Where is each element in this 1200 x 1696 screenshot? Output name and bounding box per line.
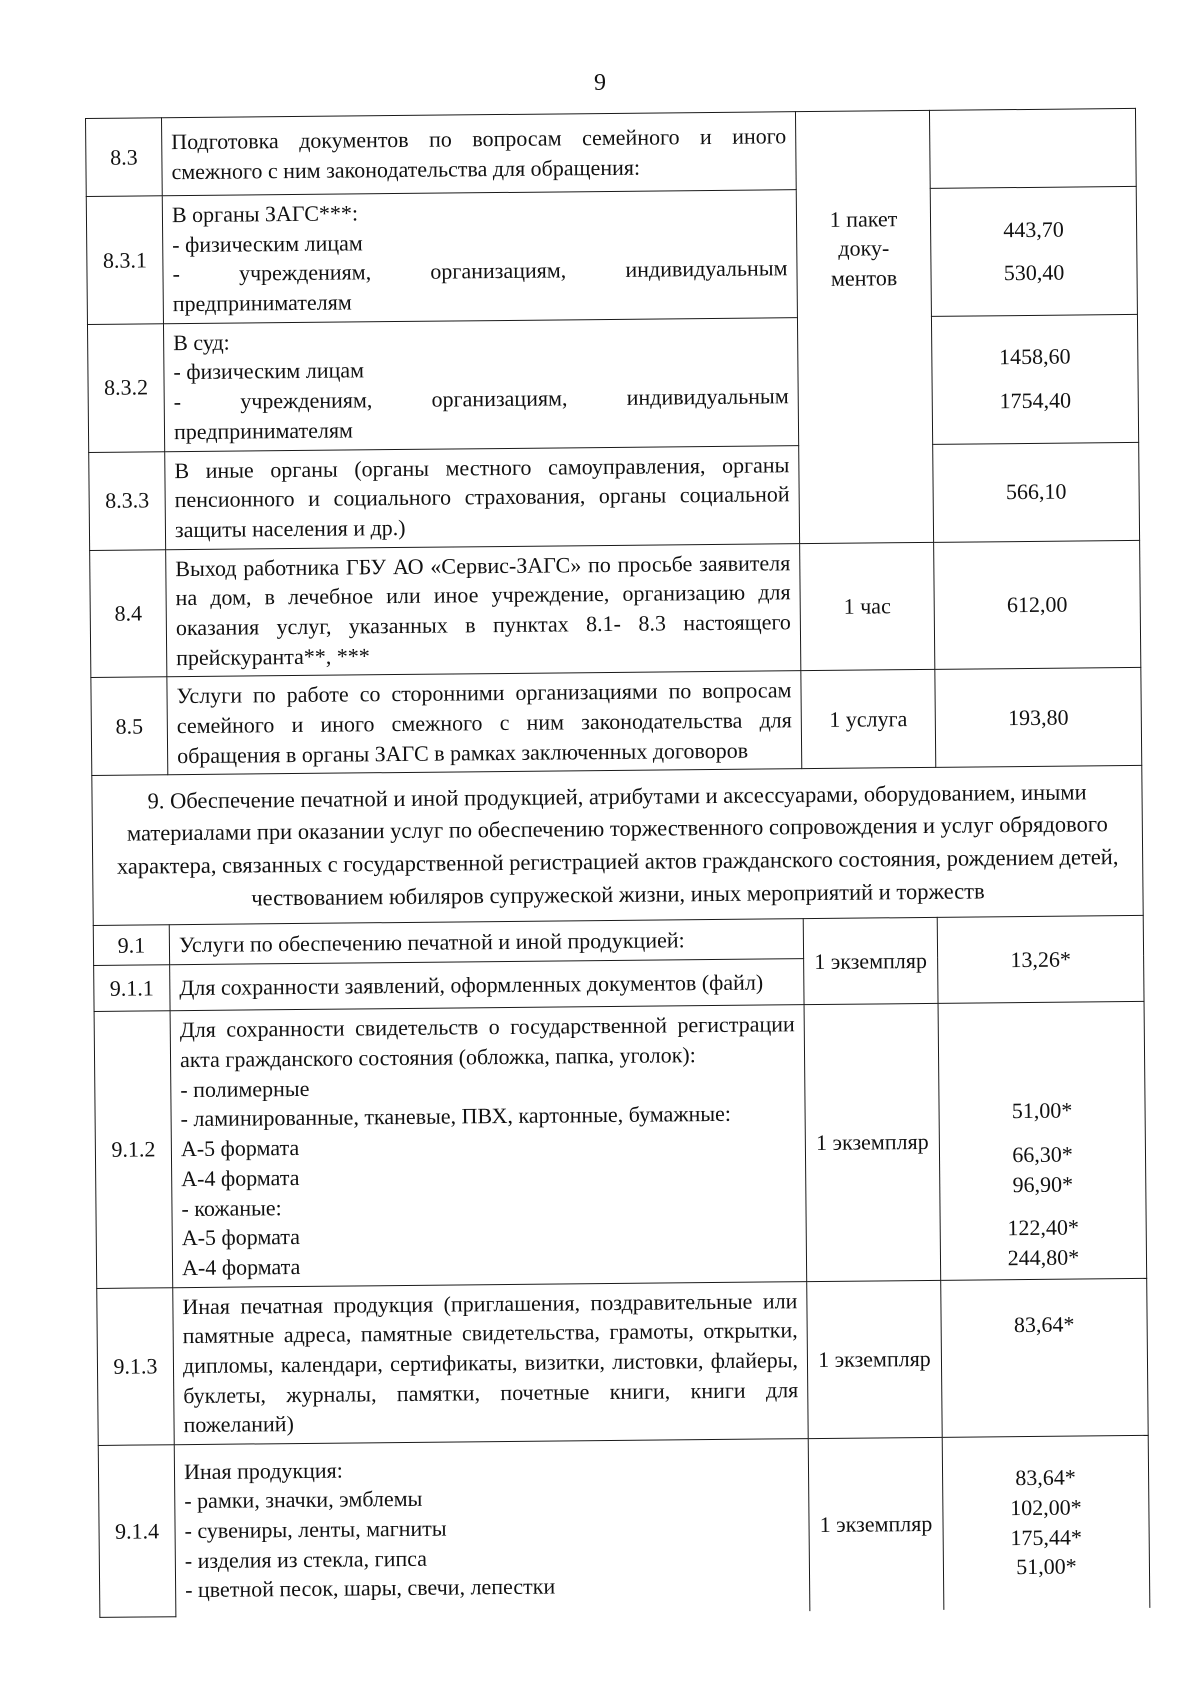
price-cell <box>942 1435 1150 1609</box>
row-item: - ламинированные, тканевые, ПВХ, картонные, бумажные: <box>180 1101 732 1132</box>
row-code: 8.3.3 <box>89 451 166 550</box>
price-cell: 13,26* <box>937 916 1144 1004</box>
row-item: А-5 формата <box>181 1224 301 1251</box>
row-item: - физическим лицам <box>172 230 363 257</box>
price-value: 66,30* <box>1012 1141 1073 1167</box>
row-description: Для сохранности заявлений, оформленных документов (файл) <box>170 959 804 1011</box>
price-value: 122,40* <box>1007 1214 1080 1241</box>
row-item: А-5 формата <box>180 1135 300 1162</box>
price-value: 51,00* <box>1016 1553 1077 1580</box>
unit-cell: 1 услуга <box>801 670 936 769</box>
row-code: 9.1 <box>93 925 169 966</box>
row-description: Услуги по работе со сторонними организациями по вопросам семейного и иного смежного с ним законодательства для обращения в органы ЗАГС в рамках заключенных договоров <box>167 671 802 775</box>
row-item: А-4 формата <box>181 1164 300 1191</box>
row-description <box>162 190 797 324</box>
unit-cell: 1 экземпляр <box>804 1004 941 1281</box>
row-description <box>170 1005 807 1287</box>
row-description: Иная печатная продукция (приглашения, поздравительные или памятные адреса, памятные свидетельства, грамоты, открытки, дипломы, календари, сертификаты, визитки, листовки, флайеры, буклеты, журналы, памятки, почетные книги, книги для пожеланий) <box>173 1281 808 1445</box>
table-row-9-1-3 <box>97 1278 1148 1446</box>
row-item: - рамки, значки, эмблемы <box>184 1486 423 1514</box>
unit-cell: 1 час <box>800 542 935 671</box>
row-description: Подготовка документов по вопросам семейного и иного смежного с ним законодательства для обращения: <box>162 112 797 196</box>
row-item: - кожаные: <box>181 1194 282 1221</box>
row-item: - изделия из стекла, гипса <box>184 1545 428 1573</box>
table-row-8-3-2 <box>87 314 1138 452</box>
row-item: - учреждениям, организациям, индивидуальным предпринимателям <box>173 383 789 444</box>
row-description: Услуги по обеспечению печатной и иной продукцией: <box>169 919 803 965</box>
price-value: 83,64* <box>1015 1464 1076 1491</box>
table-row-8-4 <box>90 540 1141 678</box>
price-value: 175,44* <box>1010 1524 1083 1550</box>
row-description <box>174 1439 810 1617</box>
table-row-8-3 <box>86 108 1137 196</box>
price-value: 244,80* <box>1007 1244 1080 1271</box>
row-title: Иная продукция: <box>183 1457 343 1484</box>
table-row-8-3-3 <box>89 442 1140 550</box>
unit-cell: 1 экземпляр <box>803 918 938 1005</box>
price-cell <box>938 1002 1147 1280</box>
table-row-8-3-1 <box>86 186 1137 324</box>
price-cell-empty <box>929 108 1136 188</box>
page-number: 9 <box>594 70 606 96</box>
price-cell: 83,64* <box>941 1278 1149 1437</box>
row-item: - сувениры, ленты, магниты <box>184 1515 447 1544</box>
row-code: 9.1.4 <box>98 1445 176 1618</box>
row-code: 8.5 <box>91 677 168 776</box>
table-row-9-1-2 <box>94 1002 1147 1288</box>
unit-cell: 1 экземпляр <box>808 1437 944 1610</box>
row-code: 8.4 <box>90 549 167 677</box>
row-title: Для сохранности свидетельств о государственной регистрации акта гражданского состояния (обложка, папка, уголок): <box>179 1011 795 1073</box>
price-value: 96,90* <box>1012 1171 1074 1197</box>
price-cell <box>931 314 1138 444</box>
price-cell <box>930 186 1137 316</box>
row-description: Выход работника ГБУ АО «Сервис-ЗАГС» по просьбе заявителя на дом, в лечебное или иное учреждение, организацию для оказания услуг, указанных в пунктах 8.1- 8.3 настоящего прейскуранта**, *** <box>166 543 801 677</box>
price-cell: 566,10 <box>933 442 1140 542</box>
price-value: 443,70 <box>1003 216 1064 242</box>
price-cell: 193,80 <box>935 668 1142 768</box>
price-table <box>85 108 1150 1618</box>
section-heading-9: 9. Обеспечение печатной и иной продукцией, атрибутами и аксессуарами, оборудованием, иными материалами при оказании услуг по обеспечению торжественного сопровождения и услуг обрядового характера, связанных с государственной регистрацией актов гражданского состояния, рождением детей, чествованием юбиляров супружеской жизни, иных мероприятий и торжеств <box>92 766 1143 926</box>
row-item: - цветной песок, шары, свечи, лепестки <box>185 1573 556 1603</box>
row-item: А-4 формата <box>181 1253 301 1280</box>
row-code: 8.3 <box>86 118 163 197</box>
row-title: В органы ЗАГС***: <box>171 200 359 228</box>
price-value: 1754,40 <box>999 387 1072 414</box>
row-description: В иные органы (органы местного самоуправления, органы пенсионного и социального страхования, органы социальной защиты населения и др.) <box>165 445 800 549</box>
row-item: - физическим лицам <box>173 357 365 385</box>
row-description <box>163 317 798 451</box>
unit-cell: 1 экземпляр <box>807 1280 943 1439</box>
row-code: 9.1.3 <box>97 1287 175 1445</box>
row-code: 8.3.1 <box>86 196 163 324</box>
row-code: 8.3.2 <box>87 324 164 452</box>
table-row-9-1-4 <box>98 1435 1150 1617</box>
price-value: 102,00* <box>1010 1494 1082 1521</box>
row-code: 9.1.2 <box>94 1011 173 1288</box>
row-code: 9.1.1 <box>94 965 170 1012</box>
section-heading-row <box>92 766 1143 926</box>
row-item: - полимерные <box>180 1075 310 1102</box>
table-row-8-5 <box>91 668 1142 776</box>
price-value: 1458,60 <box>998 343 1071 370</box>
price-value: 530,40 <box>1003 259 1065 286</box>
price-value: 51,00* <box>1011 1097 1073 1124</box>
price-cell: 612,00 <box>934 540 1141 670</box>
row-item: - учреждениям, организациям, индивидуальным предпринимателям <box>172 255 788 317</box>
row-title: В суд: <box>173 329 230 355</box>
unit-cell: 1 пакет доку-ментов <box>795 110 933 543</box>
price-table-sheet <box>85 108 1149 1618</box>
